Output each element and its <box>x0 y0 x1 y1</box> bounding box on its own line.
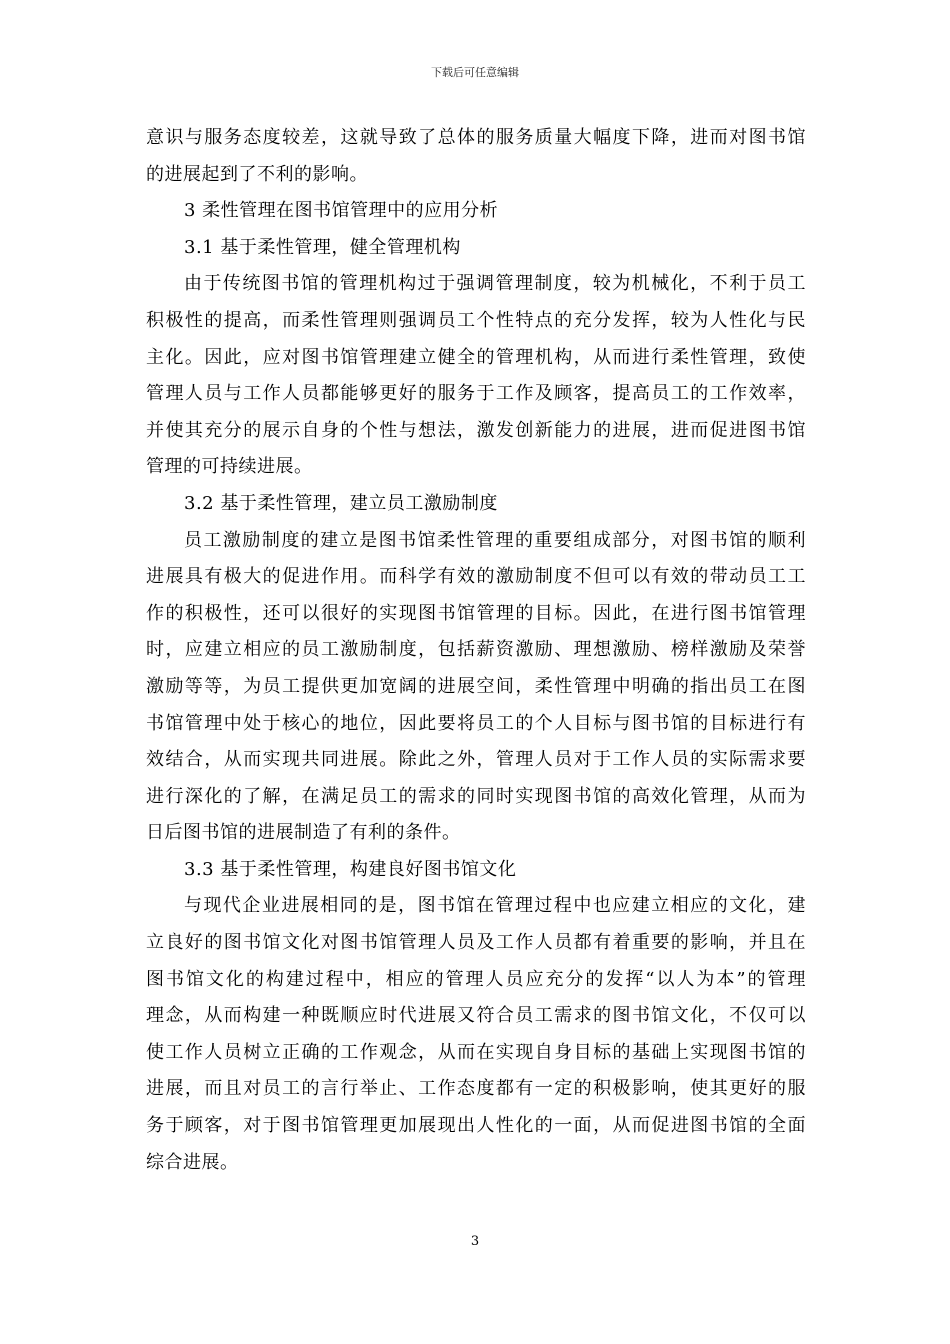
text-line: 由于传统图书馆的管理机构过于强调管理制度，较为机械化，不利于员工 <box>184 273 806 295</box>
paragraph <box>146 888 806 1181</box>
paragraph <box>146 523 806 852</box>
text-line: 员工激励制度的建立是图书馆柔性管理的重要组成部分，对图书馆的顺利 <box>184 529 806 551</box>
paragraph <box>146 266 806 486</box>
text-line: 进行深化的了解，在满足员工的需求的同时实现图书馆的高效化管理，从而为 <box>146 785 806 807</box>
text-line: 日后图书馆的进展制造了有利的条件。 <box>146 822 461 844</box>
paragraph-continuation <box>146 120 806 193</box>
text-line: 进展具有极大的促进作用。而科学有效的激励制度不但可以有效的带动员工工 <box>146 566 806 588</box>
text-line: 书馆管理中处于核心的地位，因此要将员工的个人目标与图书馆的目标进行有 <box>146 712 806 734</box>
text-line: 的进展起到了不利的影响。 <box>146 163 368 185</box>
text-line: 意识与服务态度较差，这就导致了总体的服务质量大幅度下降，进而对图书馆 <box>146 127 806 148</box>
text-line: 图书馆文化的构建过程中，相应的管理人员应充分的发挥“以人为本”的管理 <box>146 968 806 990</box>
text-line: 务于顾客，对于图书馆管理更加展现出人性化的一面，从而促进图书馆的全面 <box>146 1115 806 1137</box>
subsection-heading: 3.1 基于柔性管理，健全管理机构 <box>184 236 461 258</box>
text-line: 效结合，从而实现共同进展。除此之外，管理人员对于工作人员的实际需求要 <box>146 749 806 771</box>
text-line: 管理的可持续进展。 <box>146 456 313 478</box>
page-header: 下载后可任意编辑 <box>431 66 519 79</box>
text-line: 主化。因此，应对图书馆管理建立健全的管理机构，从而进行柔性管理，致使 <box>146 346 806 368</box>
text-line: 综合进展。 <box>146 1151 239 1173</box>
text-line: 积极性的提高，而柔性管理则强调员工个性特点的充分发挥，较为人性化与民 <box>146 309 806 331</box>
text-line: 进展，而且对员工的言行举止、工作态度都有一定的积极影响，使其更好的服 <box>146 1078 806 1100</box>
text-line: 作的积极性，还可以很好的实现图书馆管理的目标。因此，在进行图书馆管理 <box>146 602 806 624</box>
subsection-heading: 3.3 基于柔性管理，构建良好图书馆文化 <box>184 858 517 880</box>
document-body <box>146 120 806 1181</box>
page-number: 3 <box>470 1234 480 1249</box>
text-line: 使工作人员树立正确的工作观念，从而在实现自身目标的基础上实现图书馆的 <box>146 1041 806 1063</box>
section-heading: 3 柔性管理在图书馆管理中的应用分析 <box>184 200 499 222</box>
text-line: 并使其充分的展示自身的个性与想法，激发创新能力的进展，进而促进图书馆 <box>146 419 806 441</box>
text-line: 理念，从而构建一种既顺应时代进展又符合员工需求的图书馆文化，不仅可以 <box>146 1005 806 1027</box>
text-line: 与现代企业进展相同的是，图书馆在管理过程中也应建立相应的文化，建 <box>184 895 806 917</box>
text-line: 管理人员与工作人员都能够更好的服务于工作及顾客，提高员工的工作效率， <box>146 383 806 405</box>
text-line: 时，应建立相应的员工激励制度，包括薪资激励、理想激励、榜样激励及荣誉 <box>146 639 806 661</box>
text-line: 立良好的图书馆文化对图书馆管理人员及工作人员都有着重要的影响，并且在 <box>146 932 806 954</box>
text-line: 激励等等，为员工提供更加宽阔的进展空间，柔性管理中明确的指出员工在图 <box>146 675 806 697</box>
subsection-heading: 3.2 基于柔性管理，建立员工激励制度 <box>184 492 498 514</box>
